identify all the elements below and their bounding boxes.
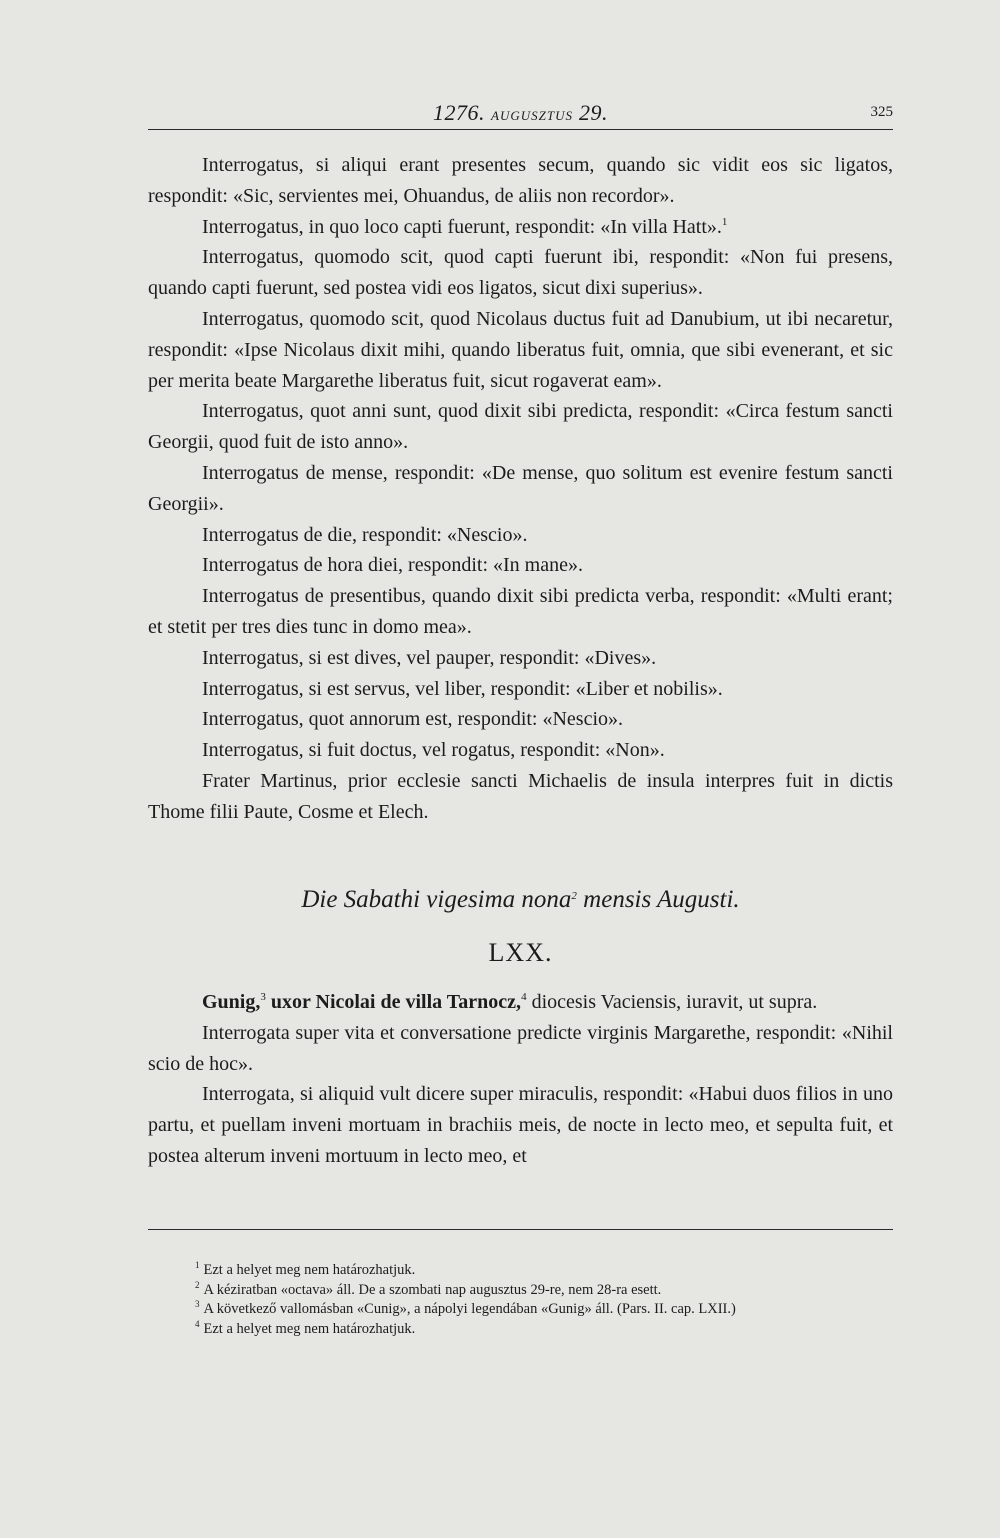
footnote [195,1281,895,1301]
footnotes [195,1261,895,1339]
paragraph: Interrogata, si aliquid vult dicere super miraculis, respondit: «Habui duos filios in uno partu, et puellam inveni mortuam in brachiis meis, de nocte in lecto meo, et sepulta fuit, et postea alterum inveni mortuum in lecto meo, et [148,1083,893,1167]
witness-name: Gunig, [202,991,261,1013]
testimony-text [148,150,893,828]
page-number: 325 [870,104,893,120]
footnote [195,1261,895,1281]
section-number: LXX. [488,938,553,967]
witness-title: uxor Nicolai de villa Tarnocz, [265,991,522,1013]
footnote-text: A kéziratban «octava» áll. De a szombati nap augusztus 29-re, nem 28-ra esett. [203,1281,662,1298]
header-date [148,100,893,126]
heading-text-end: mensis Augusti. [576,886,740,913]
paragraph: Interrogatus, quot anni sunt, quod dixit sibi predicta, respondit: «Circa festum sancti Georgii, quod fuit de isto anno». [148,400,893,454]
paragraph: Interrogatus, si fuit doctus, vel rogatus, respondit: «Non». [202,739,665,762]
footnote-ref: 1 [721,215,728,228]
paragraph: Interrogatus, si est dives, vel pauper, respondit: «Dives». [202,646,657,669]
paragraph [148,212,893,243]
footnote-rule [148,1229,893,1230]
witness-entry [148,987,893,1172]
footnote-ref: 4 [521,991,527,1003]
header-year: 1276. [433,100,486,125]
header-month: AUGUSZTUS [491,108,573,123]
paragraph: Frater Martinus, prior ecclesie sancti Michaelis de insula interpres fuit in dictis Thome filii Paute, Cosme et Elech. [148,769,893,823]
footnote-text: Ezt a helyet meg nem határozhatjuk. [203,1262,416,1278]
entry-intro-rest: diocesis Vaciensis, iuravit, ut supra. [526,991,818,1013]
heading-text-start: Die Sabathi vigesima nona [301,886,572,913]
header-day: 29. [578,100,608,125]
footnote [195,1320,895,1340]
paragraph-text: Interrogatus, in quo loco capti fuerunt, respondit: «In villa Hatt». [202,215,722,238]
entry-intro [148,987,893,1018]
section-date-heading [148,886,893,914]
paragraph: Interrogatus, si est servus, vel liber, respondit: «Liber et nobilis». [202,677,723,700]
footnote-mark: 4 [195,1318,200,1329]
footnote [195,1300,895,1320]
paragraph: Interrogatus, quomodo scit, quod capti fuerunt ibi, respondit: «Non fui presens, quando capti fuerunt, sed postea vidi eos ligatos, sicut dixi superius». [148,246,893,300]
footnote-text: A következő vallomásban «Cunig», a nápolyi legendában «Gunig» áll. (Pars. II. cap. LXII.) [203,1301,736,1317]
paragraph: Interrogatus de mense, respondit: «De mense, quo solitum est evenire festum sancti Georgii». [148,461,893,515]
header-rule [148,129,893,130]
paragraph: Interrogatus de hora diei, respondit: «In mane». [202,554,583,577]
paragraph: Interrogatus, si aliqui erant presentes secum, quando sic vidit eos sic ligatos, respondit: «Sic, servientes mei, Ohuandus, de aliis non recordor». [148,154,893,207]
running-header [148,100,893,130]
footnote-mark: 3 [195,1299,200,1309]
paragraph: Interrogatus de die, respondit: «Nescio». [202,523,528,546]
footnote-ref: 3 [260,991,266,1003]
footnote-mark: 1 [195,1260,200,1270]
footnote-ref: 2 [571,890,577,902]
paragraph: Interrogatus, quot annorum est, respondit: «Nescio». [202,708,624,731]
paragraph: Interrogatus, quomodo scit, quod Nicolaus ductus fuit ad Danubium, ut ibi necaretur, respondit: «Ipse Nicolaus dixit mihi, quando liberatus fuit, omnia, que sibi evenerant, et sic per merita beate Margarethe liberatus fuit, sicut rogaverat eam». [148,307,893,392]
paragraph: Interrogata super vita et conversatione predicte virginis Margarethe, respondit: «Nihil scio de hoc». [148,1021,893,1075]
footnote-text: Ezt a helyet meg nem határozhatjuk. [203,1320,416,1337]
paragraph: Interrogatus de presentibus, quando dixit sibi predicta verba, respondit: «Multi erant; et stetit per tres dies tunc in domo mea». [148,585,893,638]
footnote-mark: 2 [195,1279,200,1290]
